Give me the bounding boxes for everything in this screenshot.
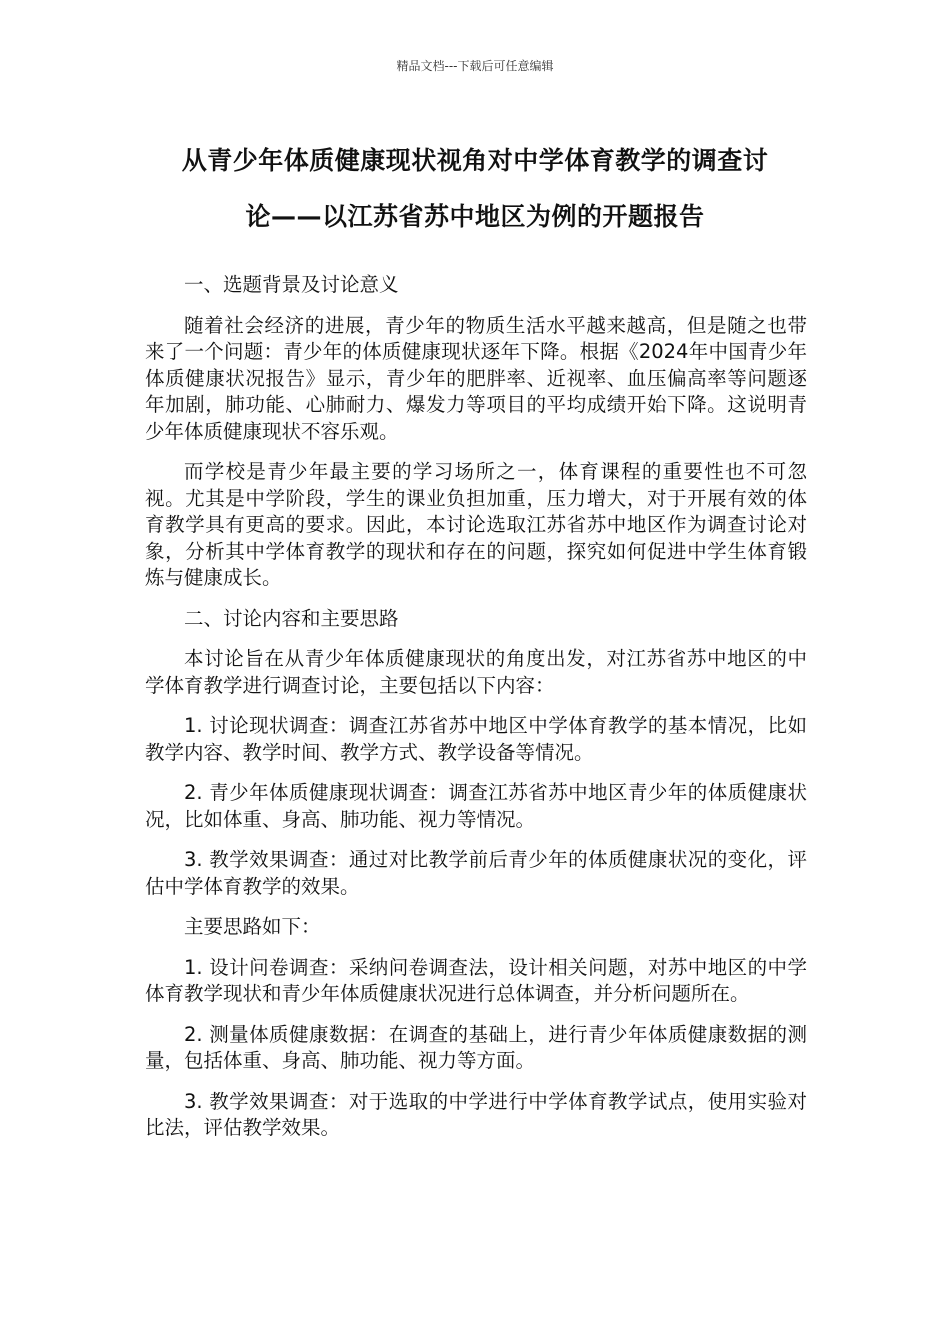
paragraph-background-2: 而学校是青少年最主要的学习场所之一，体育课程的重要性也不可忽视。尤其是中学阶段，学生的课业负担加重，压力增大，对于开展有效的体育教学具有更高的要求。因此，本讨论选取江苏省苏中地区作为调查讨论对象，分析其中学体育教学的现状和存在的问题，探究如何促进中学生体育锻炼与健康成长。 [145,460,807,589]
list-item-content-1: 1. 讨论现状调查：调查江苏省苏中地区中学体育教学的基本情况，比如教学内容、教学时间、教学方式、教学设备等情况。 [145,714,807,764]
document-body [145,272,807,1156]
paragraph-approach-intro: 主要思路如下： [184,915,321,938]
section-heading-content: 二、讨论内容和主要思路 [184,606,399,630]
list-item-content-2: 2. 青少年体质健康现状调查：调查江苏省苏中地区青少年的体质健康状况，比如体重、身高、肺功能、视力等情况。 [145,781,807,831]
paragraph-background-1: 随着社会经济的进展，青少年的物质生活水平越来越高，但是随之也带来了一个问题：青少年的体质健康现状逐年下降。根据《2024年中国青少年体质健康状况报告》显示，青少年的肥胖率、近视率、血压偏高率等问题逐年加剧，肺功能、心肺耐力、爆发力等项目的平均成绩开始下降。这说明青少年体质健康现状不容乐观。 [145,313,807,443]
header-note: 精品文档---下载后可任意编辑 [396,59,554,73]
list-item-approach-3: 3. 教学效果调查：对于选取的中学进行中学体育教学试点，使用实验对比法，评估教学效果。 [145,1089,807,1139]
list-item-approach-1: 1. 设计问卷调查：采纳问卷调查法，设计相关问题，对苏中地区的中学体育教学现状和青少年体质健康状况进行总体调查，并分析问题所在。 [145,955,807,1005]
title-line-2: 论——以江苏省苏中地区为例的开题报告 [245,202,705,231]
document-title [140,133,810,245]
list-item-content-3: 3. 教学效果调查：通过对比教学前后青少年的体质健康状况的变化，评估中学体育教学的效果。 [145,848,807,898]
title-line-1: 从青少年体质健康现状视角对中学体育教学的调查讨 [181,146,769,175]
section-heading-background: 一、选题背景及讨论意义 [184,273,399,296]
paragraph-content-intro: 本讨论旨在从青少年体质健康现状的角度出发，对江苏省苏中地区的中学体育教学进行调查讨论，主要包括以下内容： [145,647,807,697]
list-item-approach-2: 2. 测量体质健康数据：在调查的基础上，进行青少年体质健康数据的测量，包括体重、身高、肺功能、视力等方面。 [145,1022,807,1072]
